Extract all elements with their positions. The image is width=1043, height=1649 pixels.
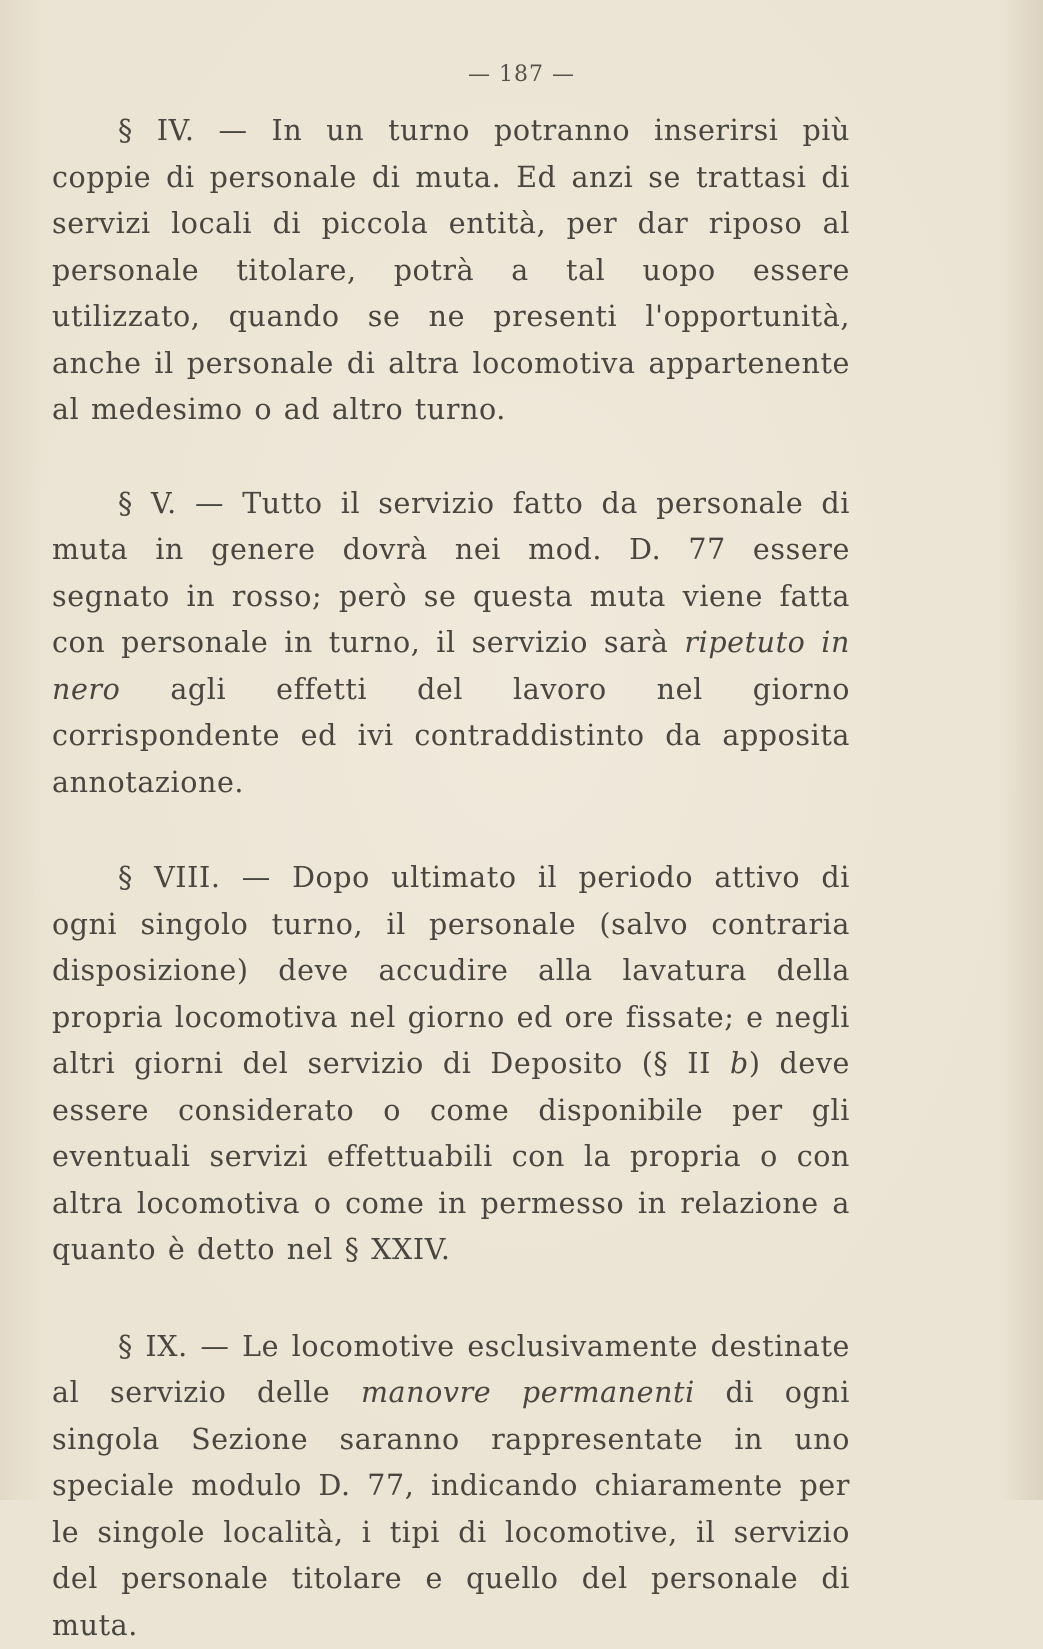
section-heading: § VIII.: [118, 861, 221, 894]
page-body: [52, 108, 850, 1649]
paragraph-text: di ogni singola Sezione saranno rappresentate in uno speciale modulo D. 77, indicando chiaramente per le singole località, i tipi di locomotive, il servizio del personale titolare e quello del personale di muta.: [52, 1376, 850, 1642]
paragraph-text: Le locomotive esclusivamente destinate al servizio delle: [52, 1330, 850, 1410]
paragraph-section-v: [52, 481, 850, 807]
paragraph-text: ) deve essere considerato o come disponibile per gli eventuali servizi effettuabili con la propria o con altra locomotiva o come in permesso in relazione a quanto è detto nel § XXIV.: [52, 1047, 850, 1266]
section-heading: § IV.: [118, 114, 195, 147]
paragraph-text: Tutto il servizio fatto da personale di muta in genere dovrà nei mod. D. 77 essere segnato in rosso; però se questa muta viene fatta con personale in turno, il servizio sarà: [52, 487, 850, 660]
emphasis-text: b: [730, 1047, 749, 1080]
paragraph-text: agli effetti del lavoro nel giorno corrispondente ed ivi contraddistinto da apposita annotazione.: [52, 673, 850, 799]
section-heading: § V.: [118, 487, 177, 520]
emphasis-text: ripetuto in nero: [52, 626, 850, 706]
section-dash: —: [200, 1330, 229, 1363]
paragraph-section-iv: [52, 108, 850, 434]
section-dash: —: [195, 487, 224, 520]
paragraph-text: Dopo ultimato il periodo attivo di ogni singolo turno, il personale (salvo contraria disposizione) deve accudire alla lavatura della propria locomotiva nel giorno ed ore fissate; e negli altri giorni del servizio di Deposito (§ II: [52, 861, 850, 1080]
paragraph-text: In un turno potranno inserirsi più coppie di personale di muta. Ed anzi se trattasi di servizi locali di piccola entità, per dar riposo al personale titolare, potrà a tal uopo essere utilizzato, quando se ne presenti l'opportunità, anche il personale di altra locomotiva appartenente al medesimo o ad altro turno.: [52, 114, 850, 426]
emphasis-text: manovre permanenti: [361, 1376, 695, 1409]
section-dash: —: [218, 114, 247, 147]
section-heading: § IX.: [118, 1330, 188, 1363]
paragraph-section-ix: [52, 1324, 850, 1649]
page-number: — 187 —: [0, 62, 1043, 87]
paragraph-section-viii: [52, 855, 850, 1274]
section-dash: —: [242, 861, 271, 894]
